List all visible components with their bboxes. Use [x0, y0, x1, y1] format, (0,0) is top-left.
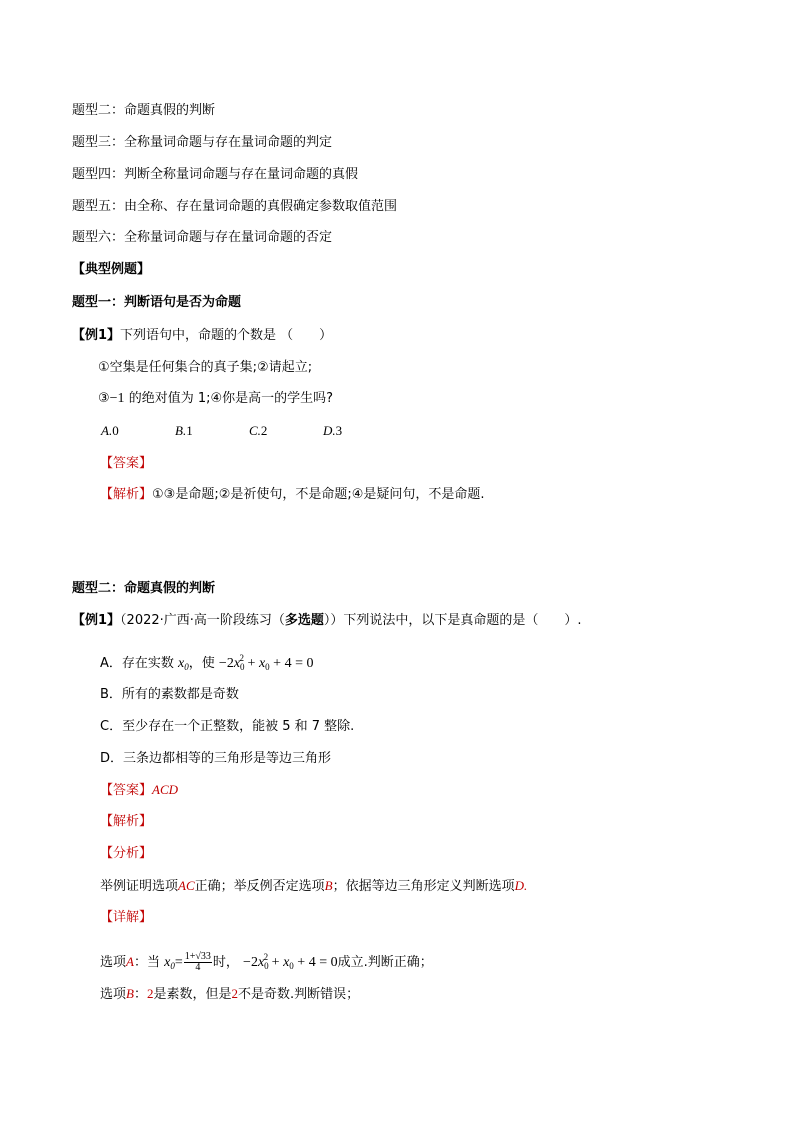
type1-statement-line1: ①空集是任何集合的真子集;②请起立; — [98, 360, 313, 375]
question-text: ））下列说法中，以下是真命题的是（ ）. — [323, 613, 582, 628]
type2-detail-b: 选项B：2是素数，但是2不是奇数.判断错误； — [100, 986, 360, 1002]
multi-choice-label: 多选题 — [284, 613, 324, 628]
math-neg-one: −1 — [109, 391, 125, 406]
option-b: B.1 — [175, 423, 193, 438]
example-tag: 【例1】 — [72, 613, 121, 628]
analysis-tag: 【解析】 — [100, 487, 153, 502]
math-x0: $x_0$ — [164, 955, 175, 971]
question-text: 下列语句中，命题的个数是 （ ） — [120, 328, 333, 343]
toc-item-type6: 题型六：全称量词命题与存在量词命题的否定 — [72, 230, 333, 245]
source-text: （2022·广西·高一阶段练习（ — [120, 613, 285, 628]
type2-option-b: B．所有的素数都是奇数 — [100, 687, 239, 702]
type2-heading: 题型二：命题真假的判断 — [72, 581, 216, 596]
toc-item-type3: 题型三：全称量词命题与存在量词命题的判定 — [72, 135, 333, 150]
option-c: C.2 — [249, 423, 268, 438]
toc-item-type2: 题型二：命题真假的判断 — [72, 103, 216, 118]
option-d: D.3 — [323, 423, 343, 438]
type2-detail-tag: 【详解】 — [100, 910, 153, 925]
type2-detail-a: 选项A：当 $x_0=$ $\frac{1+√33}{4}$ 时， $-2x_0^2 + x_0 + 4 = 0$成立.判断正确； — [100, 951, 433, 973]
type1-heading: 题型一：判断语句是否为命题 — [72, 295, 242, 310]
example-tag: 【例1】 — [72, 328, 121, 343]
section-heading: 【典型例题】 — [72, 262, 151, 277]
option-a-text: A．存在实数 — [100, 656, 174, 671]
type1-answer — [100, 454, 152, 473]
analysis-text: ①③是命题;②是祈使句，不是命题;④是疑问句，不是命题. — [152, 487, 485, 502]
type2-option-a — [100, 649, 313, 676]
option-a-mid: ，使 — [188, 656, 215, 671]
type1-question-line — [72, 327, 332, 345]
math-equation: $-2x_0^2 + x_0 + 4 = 0$ — [218, 653, 314, 672]
math-equation: $-2x_0^2 + x_0 + 4 = 0$ — [243, 952, 338, 971]
type2-option-d: D．三条边都相等的三角形是等边三角形 — [100, 751, 332, 766]
type1-statement-line2 — [98, 390, 333, 408]
type1-options — [101, 422, 397, 440]
toc-item-type5: 题型五：由全称、存在量词命题的真假确定参数取值范围 — [72, 199, 398, 214]
type2-option-c: C．至少存在一个正整数，能被 5 和 7 整除. — [100, 719, 355, 734]
answer-value: ACD — [152, 782, 179, 797]
statement-text: 的绝对值为 1;④你是高一的学生吗? — [124, 391, 334, 406]
answer-tag: 【答案】 — [100, 456, 153, 471]
type2-fenxi-tag: 【分析】 — [100, 846, 153, 861]
option-a: A.0 — [101, 423, 119, 438]
type2-analysis-tag: 【解析】 — [100, 814, 153, 829]
type2-fenxi-text: 举例证明选项AC正确；举反例否定选项B；依据等边三角形定义判断选项D. — [100, 878, 528, 894]
toc-item-type4: 题型四：判断全称量词命题与存在量词命题的真假 — [72, 167, 359, 182]
circled-number-3: ③ — [98, 391, 110, 406]
type2-answer — [100, 781, 178, 800]
math-fraction: $\frac{1+√33}{4}$ — [184, 951, 211, 973]
answer-tag: 【答案】 — [100, 783, 153, 798]
math-x0: $x_0$ — [178, 656, 189, 672]
type1-analysis — [100, 486, 485, 504]
type2-question-line — [72, 612, 582, 630]
